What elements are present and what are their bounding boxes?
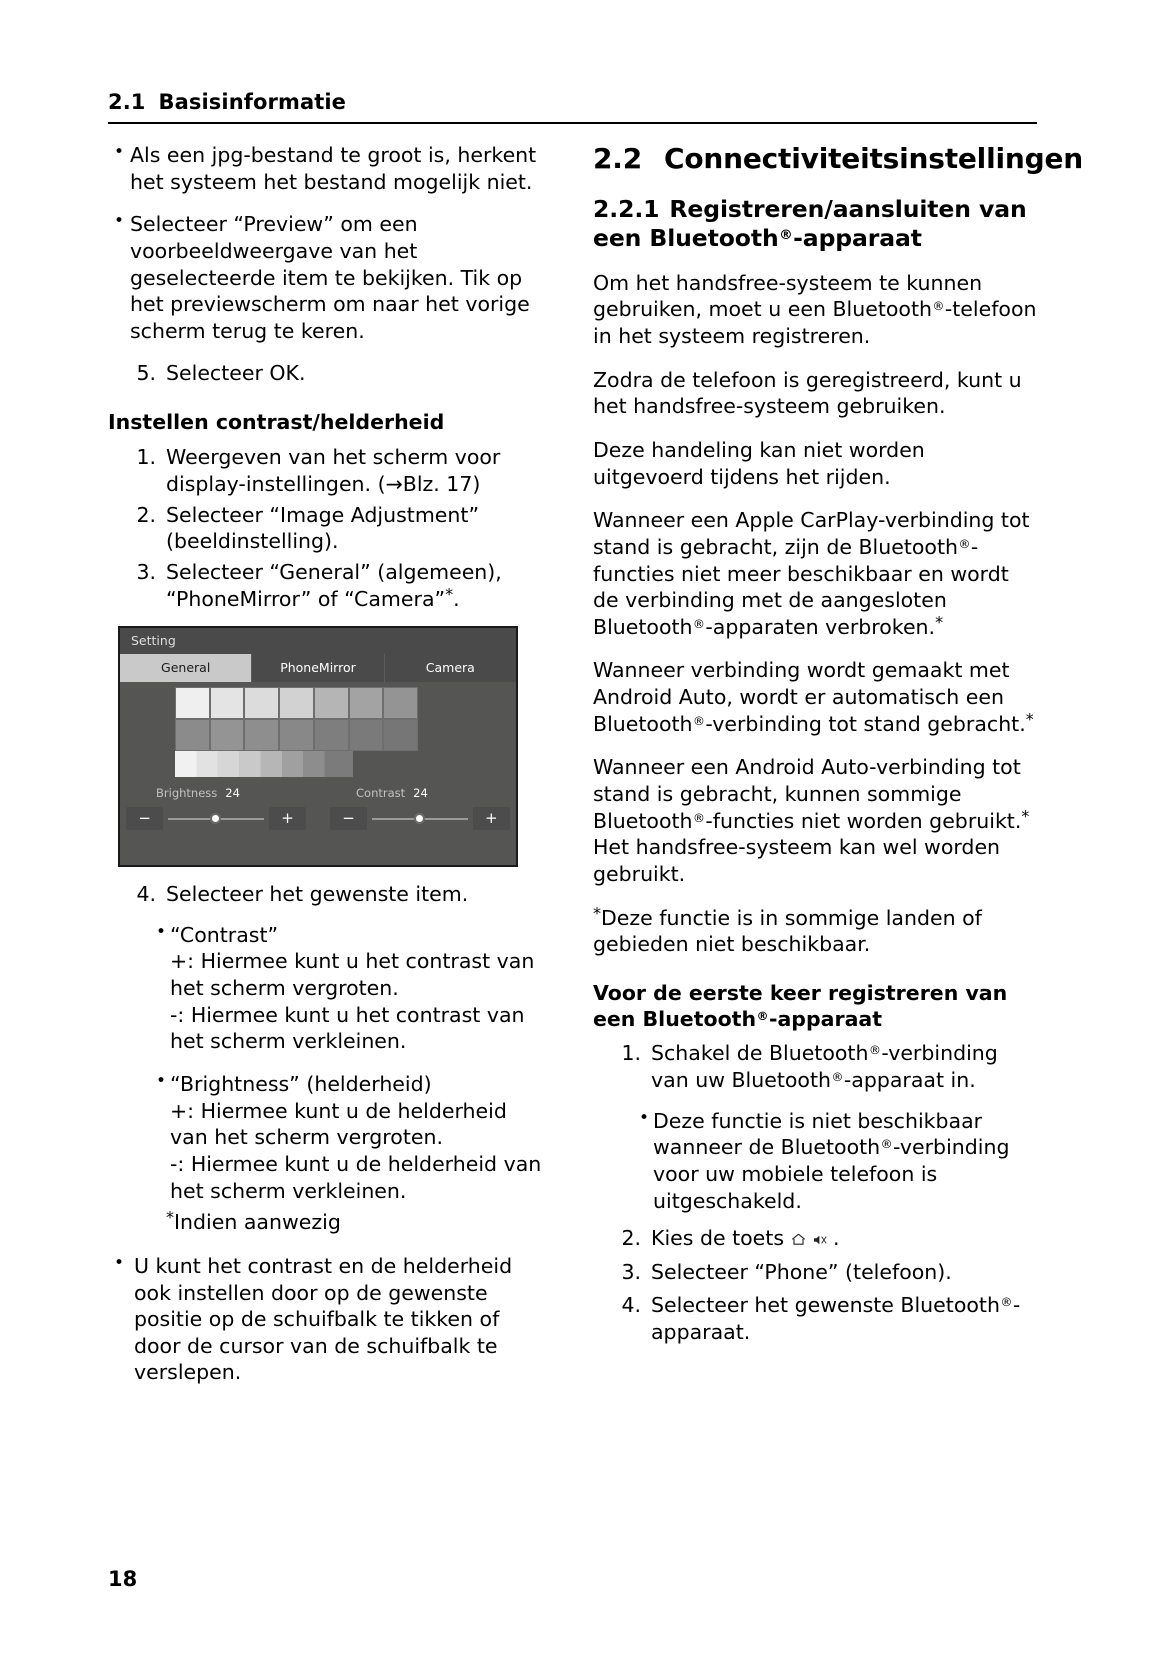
list-item bbox=[150, 1071, 551, 1204]
gray-patch bbox=[383, 687, 418, 719]
paragraph-android-1 bbox=[593, 657, 1037, 737]
footnote-right bbox=[593, 902, 1037, 958]
list-item bbox=[633, 1108, 1037, 1215]
gray-patch bbox=[279, 719, 314, 751]
gray-patch bbox=[314, 719, 349, 751]
list-number: 3. bbox=[621, 1259, 641, 1284]
heading-number: 2.2.1 bbox=[593, 195, 660, 224]
heading-text: Voor de eerste keer registreren van een Bluetooth bbox=[593, 980, 1008, 1032]
list-item bbox=[593, 1225, 1037, 1252]
registered-trademark-icon: ® bbox=[868, 1043, 881, 1058]
list-item bbox=[108, 502, 551, 555]
paragraph-text: Zodra de telefoon is geregistreerd, kunt u het handsfree-systeem gebruiken. bbox=[593, 367, 1022, 419]
list-item bbox=[108, 360, 551, 387]
list-item bbox=[108, 142, 551, 195]
gray-patch bbox=[175, 719, 210, 751]
grayscale-gradient-bar bbox=[175, 751, 353, 777]
heading-text-cont: -apparaat bbox=[768, 1007, 883, 1032]
list-number: 5. bbox=[136, 361, 156, 386]
paragraph-text: Wanneer een Apple CarPlay-verbinding tot stand is gebracht, zijn de Bluetooth bbox=[593, 508, 1030, 559]
grayscale-patch-row-bottom bbox=[175, 719, 418, 751]
contrast-value: 24 bbox=[413, 786, 428, 801]
tab-phonemirror[interactable]: PhoneMirror bbox=[252, 654, 384, 682]
bullet-title: “Contrast” bbox=[170, 922, 279, 947]
brightness-slider-track[interactable] bbox=[168, 807, 263, 830]
bullet-plus-text: +: Hiermee kunt u het contrast van het scherm vergroten. bbox=[170, 949, 535, 1001]
brightness-minus-button[interactable]: − bbox=[126, 807, 163, 830]
footnote-marker: * bbox=[935, 612, 944, 632]
registered-trademark-icon: ® bbox=[756, 1008, 769, 1023]
running-head bbox=[108, 90, 1065, 122]
list-item bbox=[593, 1292, 1037, 1345]
key-icon-group bbox=[791, 1233, 827, 1246]
registered-trademark-icon: ® bbox=[932, 299, 945, 314]
registered-trademark-icon: ® bbox=[693, 616, 705, 631]
list-text: Selecteer “Phone” (telefoon). bbox=[651, 1259, 952, 1284]
slider-controls-row bbox=[120, 807, 516, 830]
bullet-minus-text: -: Hiermee kunt u het contrast van het scherm verkleinen. bbox=[170, 1002, 525, 1054]
paragraph-android-2 bbox=[593, 754, 1037, 887]
bullet-text: Selecteer “Preview” om een voorbeeldweergave van het geselecteerde item te bekijken. Tik op het previewscherm om naar het vorige scherm terug te keren. bbox=[130, 212, 530, 343]
paragraph-text: Deze handeling kan niet worden uitgevoerd tijdens het rijden. bbox=[593, 437, 925, 489]
paragraph bbox=[593, 270, 1037, 350]
paragraph bbox=[593, 367, 1037, 420]
brightness-label-group bbox=[156, 786, 316, 800]
footnote-marker: * bbox=[1025, 709, 1034, 729]
screen-content bbox=[120, 682, 516, 865]
footnote-marker: * bbox=[445, 583, 454, 603]
gray-patch bbox=[349, 687, 384, 719]
home-icon bbox=[791, 1233, 806, 1246]
footnote-marker: * bbox=[593, 902, 601, 922]
running-head-number: 2.1 bbox=[108, 90, 146, 114]
list-item bbox=[593, 1259, 1037, 1286]
list-text: Selecteer “General” (algemeen), “PhoneMirror” of “Camera” bbox=[166, 559, 502, 611]
footnote-text: Deze functie is in sommige landen of gebieden niet beschikbaar. bbox=[593, 905, 982, 957]
bullet-text: U kunt het contrast en de helderheid ook instellen door op de gewenste positie op de schuifbalk te tikken of door de cursor van de schuifbalk te verslepen. bbox=[134, 1253, 513, 1385]
list-number: 2. bbox=[136, 502, 156, 527]
list-number: 4. bbox=[136, 882, 156, 907]
subsection-heading bbox=[593, 980, 1037, 1032]
device-screen bbox=[120, 628, 516, 865]
contrast-minus-button[interactable]: − bbox=[330, 807, 367, 830]
paragraph-text-cont: -telefoon in het systeem registreren. bbox=[593, 297, 1037, 349]
screen-title: Setting bbox=[120, 628, 516, 654]
contrast-label-group bbox=[356, 786, 428, 800]
list-number: 2. bbox=[621, 1226, 641, 1251]
gray-patch bbox=[175, 687, 210, 719]
paragraph-text-cont: -functies niet worden gebruikt. bbox=[705, 808, 1022, 833]
bullet-text-cont: -verbinding voor uw mobiele telefoon is uitgeschakeld. bbox=[653, 1135, 1010, 1213]
list-text bbox=[651, 1293, 1020, 1344]
contrast-slider-track[interactable] bbox=[372, 807, 467, 830]
list-text: Selecteer OK. bbox=[166, 361, 306, 386]
two-column-body bbox=[108, 142, 1083, 1402]
paragraph-text-cont: -functies niet meer beschikbaar en wordt de verbinding met de aangesloten Bluetooth bbox=[593, 534, 1009, 639]
gray-patch bbox=[314, 687, 349, 719]
paragraph-text-cont2: -apparaten verbroken. bbox=[705, 614, 936, 639]
footnote-marker: * bbox=[1021, 805, 1030, 825]
list-text-c: -apparaat in. bbox=[843, 1067, 976, 1092]
grayscale-patch-row-top bbox=[175, 682, 418, 719]
list-item bbox=[108, 1253, 551, 1386]
contrast-label: Contrast bbox=[356, 786, 406, 801]
list-text-b: . bbox=[833, 1226, 840, 1251]
registered-trademark-icon: ® bbox=[831, 1069, 844, 1084]
brightness-plus-button[interactable]: + bbox=[269, 807, 306, 830]
list-text bbox=[651, 1226, 840, 1250]
gray-patch bbox=[210, 687, 245, 719]
bullet-text: Deze functie is niet beschikbaar wanneer de Bluetooth bbox=[653, 1108, 983, 1160]
heading-title: Connectiviteitsinstellingen bbox=[664, 142, 1083, 175]
brightness-slider-knob[interactable] bbox=[210, 813, 221, 824]
header-divider bbox=[108, 122, 1037, 124]
list-text: Selecteer “Image Adjustment” (beeldinstelling). bbox=[166, 502, 480, 554]
registered-trademark-icon: ® bbox=[693, 713, 705, 728]
gray-patch bbox=[279, 687, 314, 719]
paragraph-text: Om het handsfree-systeem te kunnen gebruiken, moet u een Bluetooth bbox=[593, 270, 983, 322]
brightness-label: Brightness bbox=[156, 786, 218, 801]
list-text-b: -apparaat. bbox=[651, 1293, 1021, 1345]
list-text-a: Schakel de Bluetooth bbox=[651, 1041, 869, 1066]
footnote-left bbox=[166, 1209, 551, 1236]
list-number: 1. bbox=[621, 1041, 641, 1066]
contrast-plus-button[interactable]: + bbox=[473, 807, 510, 830]
list-number: 4. bbox=[621, 1293, 641, 1318]
list-item bbox=[150, 922, 551, 1055]
list-item bbox=[593, 1040, 1037, 1093]
registered-trademark-icon: ® bbox=[958, 536, 971, 551]
registered-trademark-icon: ® bbox=[1000, 1295, 1013, 1310]
bullet-text: Als een jpg-bestand te groot is, herkent het systeem het bestand mogelijk niet. bbox=[130, 143, 537, 194]
paragraph-text: Wanneer een Android Auto-verbinding tot stand is gebracht, kunnen sommige Bluetooth bbox=[593, 755, 1021, 833]
paragraph-text-cont: -verbinding tot stand gebracht. bbox=[705, 711, 1026, 736]
gray-patch bbox=[244, 687, 279, 719]
list-item bbox=[108, 211, 551, 344]
list-text-a: Selecteer het gewenste Bluetooth bbox=[651, 1293, 1000, 1318]
list-number: 3. bbox=[136, 559, 156, 584]
list-item: 3. Selecteer “General” (algemeen), “PhoneMirror” of “Camera”*. bbox=[108, 559, 551, 612]
gray-patch bbox=[244, 719, 279, 751]
heading-number: 2.2 bbox=[593, 142, 643, 175]
gray-patch bbox=[349, 719, 384, 751]
section-heading-2-2 bbox=[593, 142, 1083, 175]
list-text-a: Kies de toets bbox=[651, 1226, 784, 1251]
contrast-slider-knob[interactable] bbox=[414, 813, 425, 824]
gray-patch bbox=[210, 719, 245, 751]
paragraph bbox=[593, 437, 1037, 490]
tab-camera[interactable]: Camera bbox=[425, 660, 475, 676]
paragraph-text-cont2: Het handsfree-systeem kan wel worden gebruikt. bbox=[593, 835, 1001, 886]
registered-trademark-icon: ® bbox=[880, 1137, 893, 1152]
bullet-plus-text: +: Hiermee kunt u de helderheid van het scherm vergroten. bbox=[170, 1098, 507, 1150]
screen-tab-bar bbox=[120, 654, 516, 682]
device-screenshot-figure bbox=[118, 626, 518, 867]
page-number: 18 bbox=[108, 1567, 138, 1591]
running-head-title: Basisinformatie bbox=[158, 90, 346, 114]
gray-patch bbox=[383, 719, 418, 751]
list-number: 1. bbox=[136, 445, 156, 470]
brightness-value: 24 bbox=[225, 786, 240, 801]
list-text-b: -verbinding van uw Bluetooth bbox=[651, 1041, 998, 1092]
tab-general[interactable]: General bbox=[120, 654, 252, 682]
left-column bbox=[108, 142, 551, 1402]
heading-title: Registreren/aansluiten van een Bluetooth bbox=[593, 195, 1027, 253]
section-heading-2-2-1 bbox=[593, 195, 1037, 254]
paragraph-text: Wanneer verbinding wordt gemaakt met Android Auto, wordt er automatisch een Bluetooth bbox=[593, 658, 1010, 736]
list-text bbox=[651, 1041, 998, 1092]
section-subheading: Instellen contrast/helderheid bbox=[108, 410, 445, 435]
footnote-marker: * bbox=[166, 1207, 174, 1227]
list-text: Selecteer het gewenste item. bbox=[166, 882, 469, 907]
mute-sound-icon bbox=[813, 1234, 827, 1246]
right-column bbox=[593, 142, 1083, 1402]
heading-title-cont: -apparaat bbox=[793, 224, 922, 253]
list-item bbox=[108, 881, 551, 908]
list-item bbox=[108, 444, 551, 497]
slider-label-row bbox=[120, 786, 516, 800]
registered-trademark-icon: ® bbox=[779, 227, 793, 244]
registered-trademark-icon: ® bbox=[693, 810, 705, 825]
bullet-title: “Brightness” (helderheid) bbox=[170, 1072, 432, 1097]
bullet-minus-text: -: Hiermee kunt u de helderheid van het scherm verkleinen. bbox=[170, 1151, 542, 1203]
paragraph-carplay bbox=[593, 507, 1037, 640]
footnote-text: Indien aanwezig bbox=[174, 1210, 341, 1235]
list-text: Weergeven van het scherm voor display-instellingen. (→Blz. 17) bbox=[166, 445, 501, 496]
